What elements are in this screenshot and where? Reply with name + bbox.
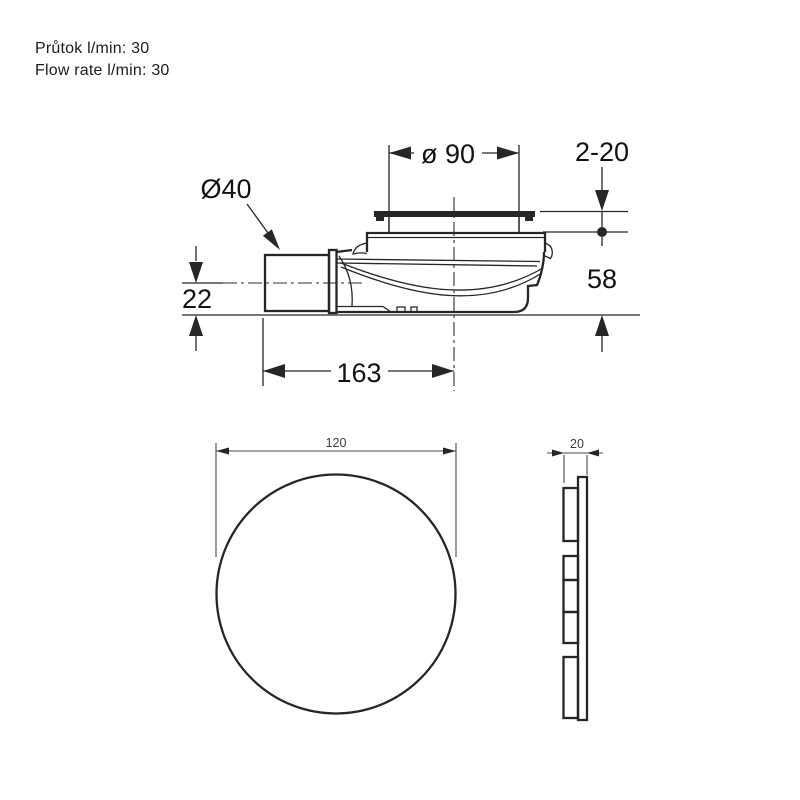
dimension-body-height: [587, 264, 617, 352]
dimension-length: [263, 318, 454, 388]
trap-insert-curve-upper: [341, 263, 543, 290]
dimension-top-diameter: [389, 139, 519, 169]
cover-clip-2: [564, 556, 579, 580]
cover-plate-profile: [578, 477, 587, 720]
length-label: 163: [336, 358, 382, 388]
cover-clip-1: [564, 488, 579, 541]
cover-clip-4: [564, 612, 579, 643]
install-range-label: 2-20: [574, 137, 630, 167]
flow-rate-czech-label: Průtok l/min: 30: [35, 40, 150, 57]
cover-circle: [217, 475, 456, 714]
body-height-label: 58: [586, 264, 618, 294]
cover-clip-5: [564, 657, 579, 718]
clamping-ring: [367, 233, 545, 252]
dimension-install-range: [540, 137, 629, 246]
pipe-collar: [329, 250, 337, 313]
cover-thickness-label: 20: [570, 437, 584, 451]
dimension-cover-diameter: [216, 436, 456, 557]
cover-clip-3: [564, 580, 579, 612]
bowl-top-edges: [337, 259, 540, 266]
dimension-inlet-diameter: [200, 174, 280, 250]
cover-side-view: [547, 437, 603, 720]
top-diameter-label: ø 90: [420, 139, 476, 169]
ring-left-lip: [353, 243, 367, 254]
dimension-cover-thickness: [547, 437, 603, 483]
cover-diameter-label: 120: [325, 436, 347, 450]
dimension-outlet-height: [182, 246, 223, 351]
outlet-height-label: 22: [181, 284, 213, 314]
flow-rate-english-label: Flow rate l/min: 30: [35, 62, 170, 79]
body-shoulder: [337, 250, 353, 252]
inlet-diameter-label: Ø40: [200, 174, 252, 204]
cover-plate-section: [374, 211, 535, 221]
cover-top-view: [216, 436, 456, 714]
